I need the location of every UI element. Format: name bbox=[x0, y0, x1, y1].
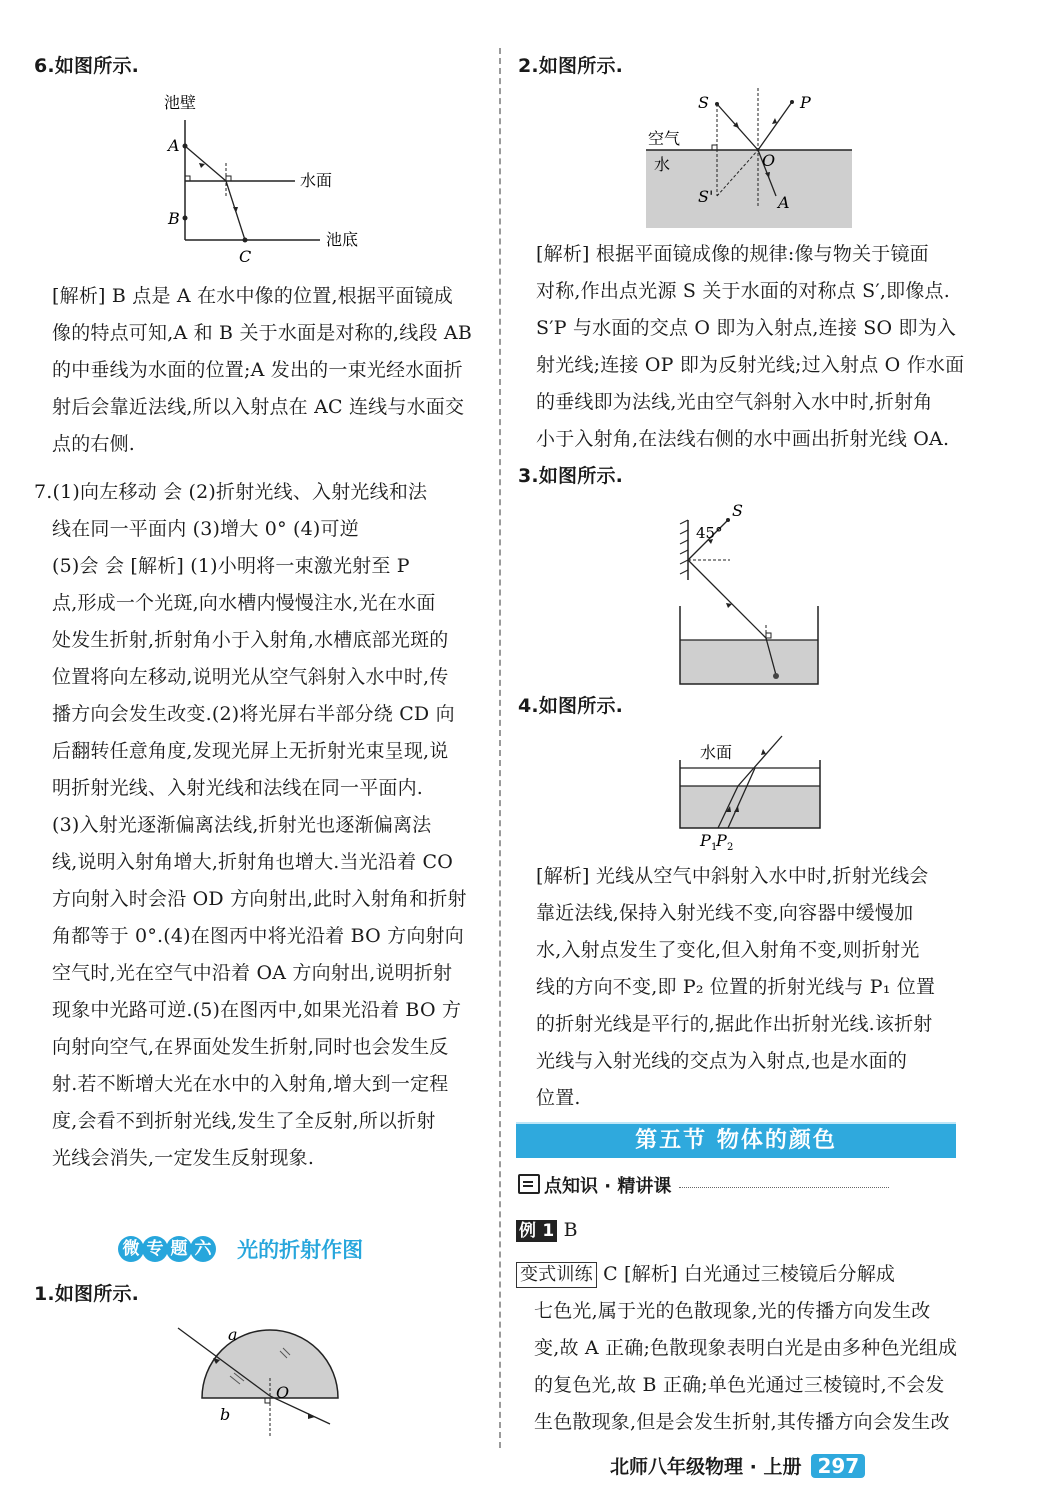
knowledge-point-label: 点知识 · 精讲课 bbox=[544, 1176, 672, 1197]
text-line: 对称,作出点光源 S 关于水面的对称点 S′,即像点. bbox=[536, 280, 950, 302]
q3-heading: 3.如图所示. bbox=[518, 465, 624, 487]
text-line: 变,故 A 正确;色散现象表明白光是由多种色光组成 bbox=[534, 1337, 958, 1359]
variant-training bbox=[516, 1256, 957, 1441]
text-line: (5)会 会 [解析] (1)小明将一束激光射至 P bbox=[52, 555, 410, 577]
q6-explanation bbox=[52, 278, 472, 463]
q2-figure bbox=[640, 88, 860, 230]
text-line: 线的方向不变,即 P₂ 位置的折射光线与 P₁ 位置 bbox=[536, 976, 936, 998]
q4-figure bbox=[670, 730, 830, 854]
q4-water-label: 水面 bbox=[700, 743, 733, 762]
page-footer bbox=[610, 1452, 865, 1479]
text-line: 空气时,光在空气中沿着 OA 方向射出,说明折射 bbox=[52, 962, 453, 984]
text-line: 方向射入时会沿 OD 方向射出,此时入射角和折射 bbox=[52, 888, 467, 910]
variant-tag: 变式训练 bbox=[516, 1262, 597, 1288]
text-line: 位置将向左移动,说明光从空气斜射入水中时,传 bbox=[52, 666, 449, 688]
text-line: (3)入射光逐渐偏离法线,折射光也逐渐偏离法 bbox=[52, 814, 432, 836]
q1-heading: 1.如图所示. bbox=[34, 1283, 140, 1305]
q6-B-label: B bbox=[168, 209, 180, 228]
q1-b-label: b bbox=[220, 1405, 231, 1424]
text-line: 射.若不断增大光在水中的入射角,增大到一定程 bbox=[52, 1073, 449, 1095]
q2-water-label: 水 bbox=[654, 155, 671, 174]
text-line: 处发生折射,折射角小于入射角,水槽底部光斑的 bbox=[52, 629, 449, 651]
book-icon bbox=[518, 1174, 540, 1194]
q6-heading: 6.如图所示. bbox=[34, 55, 140, 77]
q2-heading: 2.如图所示. bbox=[518, 55, 624, 77]
text-line: 向射向空气,在界面处发生折射,同时也会发生反 bbox=[52, 1036, 449, 1058]
micro-char: 专 bbox=[142, 1236, 168, 1262]
text-line: S′P 与水面的交点 O 即为入射点,连接 SO 即为入 bbox=[536, 317, 957, 339]
text-line: [解析] 根据平面镜成像的规律:像与物关于镜面 bbox=[536, 243, 929, 265]
q4-P1-label: P bbox=[700, 831, 711, 850]
q6-wall-label: 池壁 bbox=[164, 93, 197, 112]
text-line: 的折射光线是平行的,据此作出折射光线.该折射 bbox=[536, 1013, 933, 1035]
q6-figure bbox=[150, 88, 390, 268]
text-line: 后翻转任意角度,发现光屏上无折射光束呈现,说 bbox=[52, 740, 449, 762]
example-tag: 例 1 bbox=[516, 1220, 557, 1242]
text-line: 七色光,属于光的色散现象,光的传播方向发生改 bbox=[534, 1300, 931, 1322]
example-1 bbox=[516, 1212, 578, 1249]
q2-P-label: P bbox=[800, 93, 811, 112]
text-line: 小于入射角,在法线右侧的水中画出折射光线 OA. bbox=[536, 428, 950, 450]
text-line: 现象中光路可逆.(5)在图丙中,如果光沿着 BO 方 bbox=[52, 999, 462, 1021]
text-line: 播方向会发生改变.(2)将光屏右半部分绕 CD 向 bbox=[52, 703, 455, 725]
column-divider bbox=[499, 48, 501, 1448]
q3-angle-label: 45° bbox=[696, 524, 723, 542]
micro-topic-header bbox=[118, 1234, 363, 1264]
page-number: 297 bbox=[811, 1454, 865, 1478]
text-line: 明折射光线、入射光线和法线在同一平面内. bbox=[52, 777, 424, 799]
dotted-divider bbox=[679, 1187, 889, 1188]
q2-air-label: 空气 bbox=[648, 129, 681, 148]
text-line: 点的右侧. bbox=[52, 433, 136, 455]
text-line: 点,形成一个光斑,向水槽内慢慢注水,光在水面 bbox=[52, 592, 436, 614]
q4-P1-sub: 1 bbox=[711, 842, 718, 853]
q2-S-label: S bbox=[698, 93, 709, 112]
q6-C-label: C bbox=[239, 247, 252, 266]
text-line: 水,入射点发生了变化,但入射角不变,则折射光 bbox=[536, 939, 920, 961]
text-line: 角都等于 0°.(4)在图丙中将光沿着 BO 方向射向 bbox=[52, 925, 464, 947]
micro-char: 题 bbox=[166, 1236, 192, 1262]
q7-answer bbox=[34, 474, 467, 1177]
text-line: 线在同一平面内 (3)增大 0° (4)可逆 bbox=[52, 518, 359, 540]
text-line: 光线与入射光线的交点为入射点,也是水面的 bbox=[536, 1050, 908, 1072]
q6-water-label: 水面 bbox=[300, 171, 333, 190]
q4-P2-label: P bbox=[716, 831, 727, 850]
text-line: 像的特点可知,A 和 B 关于水面是对称的,线段 AB bbox=[52, 322, 473, 344]
text-line: [解析] B 点是 A 在水中像的位置,根据平面镜成 bbox=[52, 285, 453, 307]
q3-figure bbox=[670, 500, 830, 690]
footer-book-title: 北师八年级物理 · 上册 bbox=[610, 1456, 802, 1478]
q1-a-label: a bbox=[228, 1325, 238, 1344]
micro-topic-title: 光的折射作图 bbox=[237, 1238, 364, 1262]
q4-P2-sub: 2 bbox=[727, 842, 734, 853]
q2-O-label: O bbox=[762, 151, 776, 170]
text-line: 射后会靠近法线,所以入射点在 AC 连线与水面交 bbox=[52, 396, 465, 418]
knowledge-point-header bbox=[518, 1172, 889, 1198]
q2-explanation bbox=[536, 236, 964, 458]
q4-explanation bbox=[536, 858, 935, 1117]
text-line: 7.(1)向左移动 会 (2)折射光线、入射光线和法 bbox=[34, 481, 428, 503]
text-line: 的中垂线为水面的位置;A 发出的一束光经水面折 bbox=[52, 359, 463, 381]
q2-A-label: A bbox=[778, 193, 790, 212]
text-line: 位置. bbox=[536, 1087, 581, 1109]
text-line: [解析] 光线从空气中斜射入水中时,折射光线会 bbox=[536, 865, 929, 887]
text-line: 靠近法线,保持入射光线不变,向容器中缓慢加 bbox=[536, 902, 914, 924]
section-title-banner: 第五节 物体的颜色 bbox=[516, 1124, 956, 1158]
micro-char: 六 bbox=[190, 1236, 216, 1262]
q3-S-label: S bbox=[732, 501, 743, 520]
q2-Simg-label: S' bbox=[698, 187, 714, 206]
text-line: 的垂线即为法线,光由空气斜射入水中时,折射角 bbox=[536, 391, 933, 413]
text-line: 线,说明入射角增大,折射角也增大.当光沿着 CO bbox=[52, 851, 454, 873]
q1-O-label: O bbox=[276, 1383, 290, 1402]
q6-A-label: A bbox=[168, 136, 180, 155]
text-line: 射光线;连接 OP 即为反射光线;过入射点 O 作水面 bbox=[536, 354, 965, 376]
q4-heading: 4.如图所示. bbox=[518, 695, 624, 717]
example-answer: B bbox=[563, 1219, 578, 1241]
text-line: 的复色光,故 B 正确;单色光通过三棱镜时,不会发 bbox=[534, 1374, 945, 1396]
text-line: C [解析] 白光通过三棱镜后分解成 bbox=[603, 1263, 896, 1285]
text-line: 生色散现象,但是会发生折射,其传播方向会发生改 bbox=[534, 1411, 950, 1433]
text-line: 度,会看不到折射光线,发生了全反射,所以折射 bbox=[52, 1110, 436, 1132]
micro-char: 微 bbox=[118, 1236, 144, 1262]
q6-bottom-label: 池底 bbox=[326, 230, 359, 249]
text-line: 光线会消失,一定发生反射现象. bbox=[52, 1147, 315, 1169]
q1-figure bbox=[170, 1318, 350, 1438]
